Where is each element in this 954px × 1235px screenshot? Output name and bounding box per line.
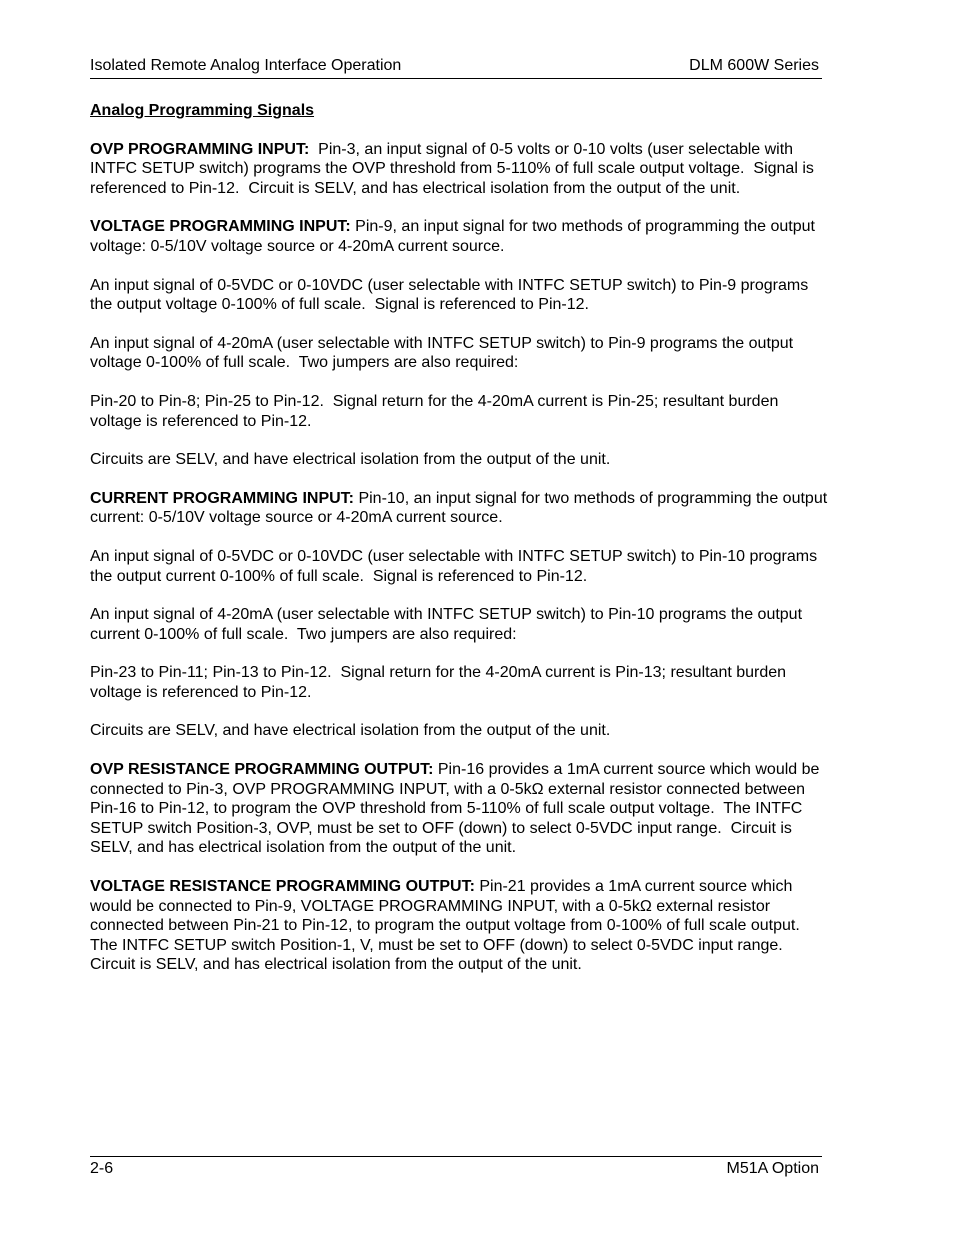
- ovp-programming-input-text: Pin-3, an input signal of 0-5 volts or 0-10 volts (user selectable with INTFC SETUP switch) programs the OVP threshold from 5-110% of full scale output voltage. Signal is referenced to Pin-12. Circuit is SELV, and has electrical isolation from the output of the unit.: [90, 140, 819, 197]
- voltage-paragraph-4: Circuits are SELV, and have electrical isolation from the output of the unit.: [90, 451, 611, 469]
- voltage-programming-input-paragraph: [90, 217, 830, 256]
- ovp-resistance-output-heading: OVP RESISTANCE PROGRAMMING OUTPUT:: [90, 761, 434, 779]
- voltage-programming-input-text: Pin-9, an input signal for two methods of programming the output voltage: 0-5/10V voltage source or 4-20mA current source.: [90, 218, 820, 255]
- current-programming-input-heading: CURRENT PROGRAMMING INPUT:: [90, 489, 354, 507]
- voltage-paragraph-1: An input signal of 0-5VDC or 0-10VDC (user selectable with INTFC SETUP switch) to Pin-9 programs the output voltage 0-100% of full scale. Signal is referenced to Pin-12.: [90, 276, 813, 314]
- current-paragraph-3: Pin-23 to Pin-11; Pin-13 to Pin-12. Signal return for the 4-20mA current is Pin-13; resultant burden voltage is referenced to Pin-12.: [90, 664, 791, 701]
- header-title: Isolated Remote Analog Interface Operation: [90, 57, 402, 74]
- header-series: DLM 600W Series: [689, 57, 819, 74]
- voltage-paragraph-3: Pin-20 to Pin-8; Pin-25 to Pin-12. Signal return for the 4-20mA current is Pin-25; resultant burden voltage is referenced to Pin-12.: [90, 392, 783, 430]
- ovp-programming-input-paragraph: [90, 140, 830, 199]
- voltage-resistance-output-text: Pin-21 provides a 1mA current source which would be connected to Pin-9, VOLTAGE PROGRAMMING INPUT, with a 0-5kΩ external resistor connected between Pin-21 to Pin-12, to program the output voltage from 0-100% of full scale output. The INTFC SETUP switch Position-1, V, must be set to OFF (down) to select 0-5VDC input range. Circuit is SELV, and has electrical isolation from the output of the unit.: [90, 878, 809, 974]
- footer-option: M51A Option: [726, 1160, 819, 1177]
- voltage-programming-input-heading: VOLTAGE PROGRAMMING INPUT:: [90, 218, 351, 236]
- current-programming-input-paragraph: [90, 489, 830, 528]
- current-programming-input-text: Pin-10, an input signal for two methods of programming the output current: 0-5/10V voltage source or 4-20mA current source.: [90, 489, 832, 527]
- ovp-resistance-output-text: Pin-16 provides a 1mA current source which would be connected to Pin-3, OVP PROGRAMMING INPUT, with a 0-5kΩ external resistor connected between Pin-16 to Pin-12, to program the OVP threshold from 5-110% of full scale output voltage. The INTFC SETUP switch Position-3, OVP, must be set to OFF (down) to select 0-5VDC input range. Circuit is SELV, and has electrical isolation from the output of the unit.: [90, 761, 824, 857]
- ovp-programming-input-heading: OVP PROGRAMMING INPUT:: [90, 140, 310, 158]
- ovp-resistance-output-paragraph: [90, 760, 830, 858]
- voltage-resistance-output-paragraph: [90, 877, 830, 975]
- section-title: Analog Programming Signals: [90, 102, 315, 119]
- page-footer: [90, 1156, 822, 1177]
- page-header: [90, 56, 822, 79]
- voltage-paragraph-2: An input signal of 4-20mA (user selectable with INTFC SETUP switch) to Pin-9 programs the output voltage 0-100% of full scale. Two jumpers are also required:: [90, 334, 798, 372]
- current-paragraph-1: An input signal of 0-5VDC or 0-10VDC (user selectable with INTFC SETUP switch) to Pin-10 programs the output current 0-100% of full scale. Signal is referenced to Pin-12.: [90, 547, 822, 585]
- current-paragraph-4: Circuits are SELV, and have electrical isolation from the output of the unit.: [90, 722, 611, 740]
- document-body: [90, 101, 830, 994]
- voltage-resistance-output-heading: VOLTAGE RESISTANCE PROGRAMMING OUTPUT:: [90, 878, 475, 896]
- page-number: 2-6: [90, 1160, 114, 1177]
- current-paragraph-2: An input signal of 4-20mA (user selectable with INTFC SETUP switch) to Pin-10 programs the output current 0-100% of full scale. Two jumpers are also required:: [90, 606, 807, 643]
